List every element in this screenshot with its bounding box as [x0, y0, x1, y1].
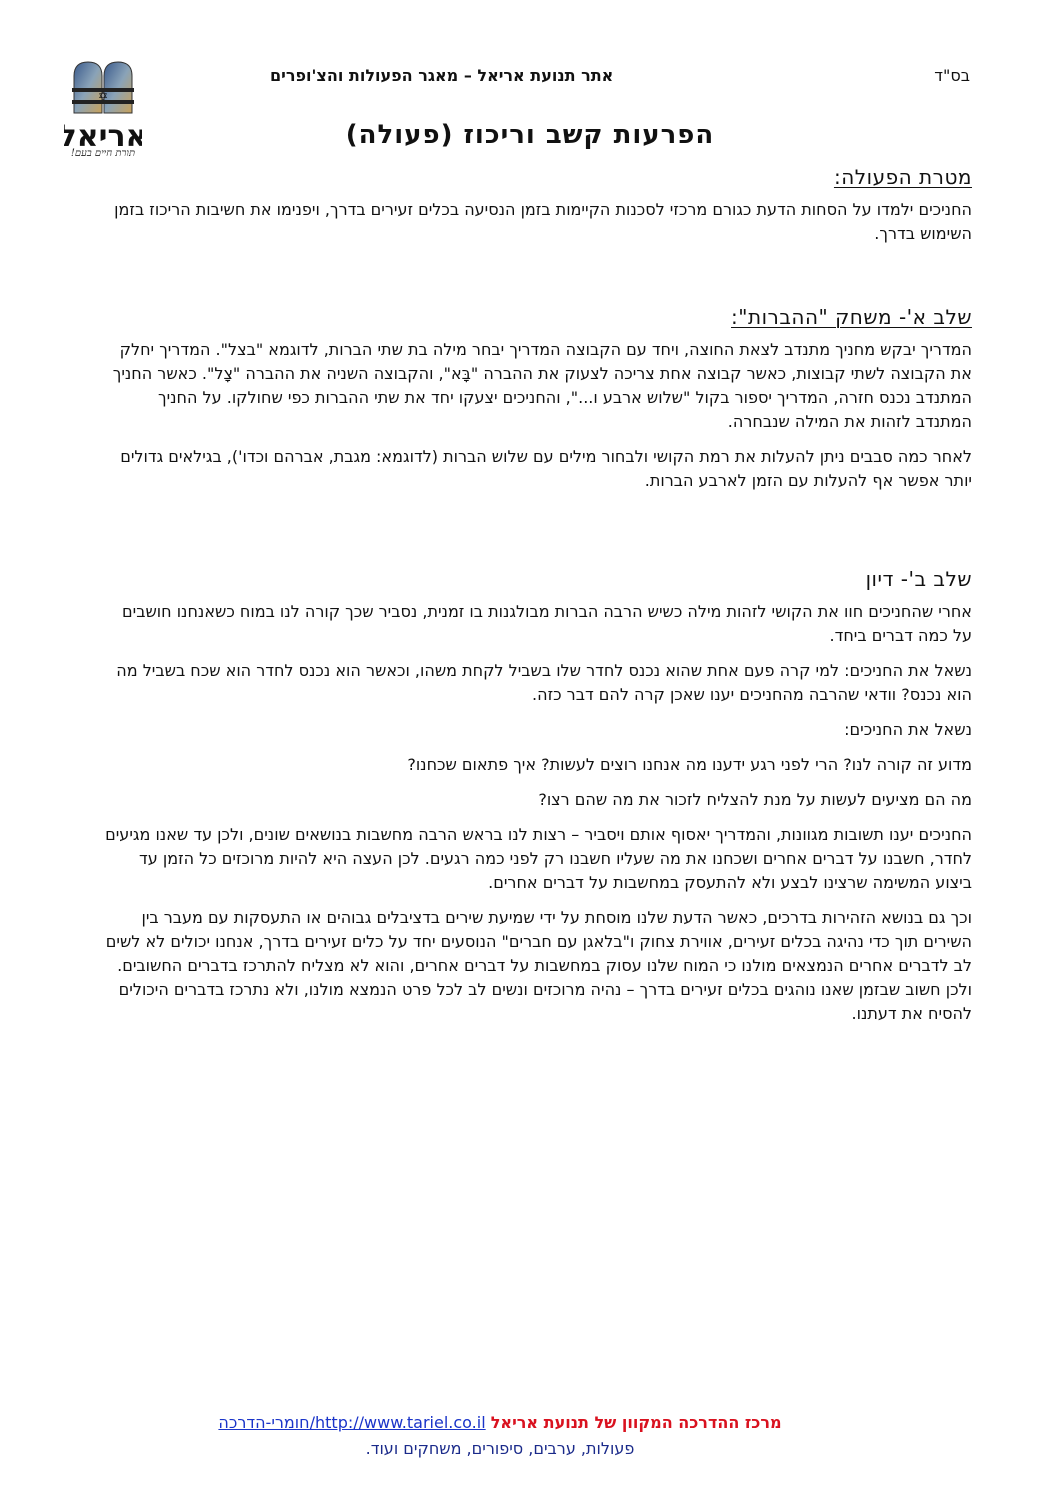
section-paragraph: וכך גם בנושא הזהירות בדרכים, כאשר הדעת שלנו מוסחת על ידי שמיעת שירים בדציבלים גבוהים או התעסקות עם מעבר בין השירים תוך כדי נהיגה בכלים זעירים, אווירת צחוק ו"בלאגן עם חברים" הנוסעים יחד על כלים זעירים בדרך, אנחנו יכולים לא לשים לב לדברים אחרים הנמצאים מולנו כי המוח שלנו עסוק במחשבות על דברים אחרים, והוא לא מצליח להתרכז בדברים החשובים. ולכן חשוב שבזמן שאנו נוהגים בכלים זעירים בדרך – נהיה מרוכזים ונשים לב לכל פרט הנמצא מולנו, ולא נתרכז בדברים היכולים להסיח את דעתנו.	[105, 908, 972, 1023]
page-footer	[150, 1410, 850, 1462]
bsd-mark: בס"ד	[934, 66, 970, 85]
logo-wordmark: אריאל	[64, 119, 142, 154]
section-goal	[100, 160, 972, 257]
logo-tagline: תורת חיים בעם!	[70, 148, 136, 159]
section-paragraph: מה הם מציעים לעשות על מנת להצליח לזכור את מה שהם רצו?	[538, 790, 972, 809]
logo-tablets-icon	[64, 58, 142, 158]
svg-text:✡: ✡	[97, 89, 109, 103]
section-paragraph: נשאל את החניכים: למי קרה פעם אחת שהוא נכנס לחדר שלו בשביל לקחת משהו, וכאשר הוא נכנס לחדר הוא שכח בשביל מה הוא נכנס? וודאי שהרבה מהחניכים יענו שאכן קרה להם דבר כזה.	[116, 661, 972, 704]
section-paragraph: המדריך יבקש מחניך מתנדב לצאת החוצה, ויחד עם הקבוצה המדריך יבחר מילה בת שתי הברות, לדוגמא "בצל". המדריך יחלק את הקבוצה לשתי קבוצות, כאשר קבוצה אחת צריכה לצעוק את ההברה "בָּא", והקבוצה השניה את ההברה "צָל". כאשר החניך המתנדב נכנס חזרה, המדריך יספור בקול "שלוש ארבע ו...", והחניכים יצעקו יחד את שתי ההברות כפי שחולקו. על החניך המתנדב לזהות את המילה שנבחרה.	[112, 340, 972, 431]
footer-center-label: מרכז ההדרכה המקוון של תנועת אריאל	[490, 1413, 782, 1432]
section-heading: שלב ב'- דיון	[865, 567, 972, 591]
section-paragraph: החניכים יענו תשובות מגוונות, והמדריך יאסוף אותם ויסביר – רצות לנו בראש הרבה מחשבות בנושאים שונים, ולכן עד שאנו מגיעים לחדר, חשבנו על דברים אחרים ושכחנו את מה שעליו חשבנו רק לפני כמה רגעים. לכן העצה היא להיות מרוכזים כל הזמן עד ביצוע המשימה שרצינו לבצע ולא להתעסק במחשבות על דברים אחרים.	[105, 825, 972, 892]
section-heading: שלב א'- משחק "ההברות":	[731, 305, 972, 329]
footer-line-2: פעולות, ערבים, סיפורים, משחקים ועוד.	[365, 1439, 635, 1458]
site-title: אתר תנועת אריאל – מאגר הפעולות והצ'ופרים	[270, 66, 614, 85]
section-paragraph: נשאל את החניכים:	[844, 720, 972, 739]
section-paragraph: החניכים ילמדו על הסחות הדעת כגורם מרכזי לסכנות הקיימות בזמן הנסיעה בכלים זעירים בדרך, ויפנימו את חשיבות הריכוז בזמן השימוש בדרך.	[114, 200, 972, 243]
page-title: הפרעות קשב וריכוז (פעולה)	[345, 120, 715, 150]
footer-site-link[interactable]: http://www.tariel.co.il/חומרי-הדרכה	[218, 1413, 486, 1432]
section-stage-a	[100, 300, 972, 504]
section-paragraph: לאחר כמה סבבים ניתן להעלות את רמת הקושי ולבחור מילים עם שלוש הברות (לדוגמא: מגבת, אברהם וכדו'), בגילאים גדולים יותר אפשר אף להעלות עם הזמן לארבע הברות.	[120, 447, 972, 490]
footer-line-1	[150, 1410, 850, 1436]
section-heading: מטרת הפעולה:	[833, 165, 972, 189]
section-stage-b	[100, 562, 972, 1037]
section-paragraph: אחרי שהחניכים חוו את הקושי לזהות מילה כשיש הרבה הברות מבולגנות בו זמנית, נסביר שכך קורה לנו במוח כשאנחנו חושבים על כמה דברים ביחד.	[122, 602, 972, 645]
page-header	[230, 66, 970, 90]
section-paragraph: מדוע זה קורה לנו? הרי לפני רגע ידענו מה אנחנו רוצים לעשות? איך פתאום שכחנו?	[407, 755, 972, 774]
